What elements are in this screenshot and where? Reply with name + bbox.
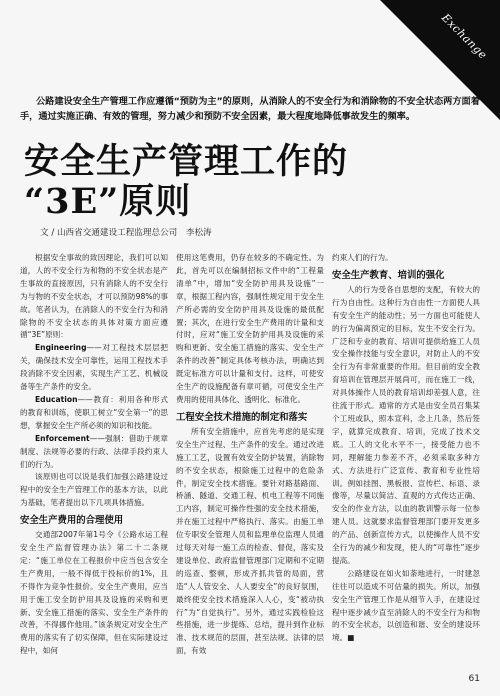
term-education: Education — [35, 394, 78, 404]
paragraph — [332, 568, 480, 645]
section-heading: 安全生产费用的合理使用 — [20, 515, 124, 527]
end-mark-icon: ■ — [347, 633, 355, 643]
paragraph: 约束人们的行为。 — [332, 253, 393, 262]
paragraph: 人的行为受各自思想的支配，有较大的行为自由性。这种行为自由性一方面使人具有安全生产的能动性；另一方面也可能使人的行为偏离预定的目标，发生不安全行为。广泛和专业的教育、培训可提供给施工人员安全操作技能与安全意识，对防止人的不安全行为有非常重要的作用。但目前的安全教育培训在管理层开展尚可，而在施工一线，对具体操作人员的教育培训却差强人意，往往流于形式。通常的方式是由安全员召集某个工班或队，照本宣科，念上几条，然后签字，就算完成教育、培训，完成了技术交底。工人的文化水平不一，接受能力也不同，理解能力参差不齐，必须采取多种方式、方法进行广泛宣传、教育和专业性培训。例如挂图、黑板报、宣传栏、标语、录像等，尽量以简洁、直观的方式传达正确、安全的作业方法，以血的教训警示每一位参建人员。这就要求监督管理部门要开发更多的产品、创新宣传方式，以使操作人员不安全行为的减少和发现，使人的“可靠性”逐步提高。 — [332, 284, 480, 565]
paragraph: 该原则也可以说是我们加强公路建设过程中的安全生产管理工作的基本方法，以此为基础，笔者提出以下几项具体措施。 — [20, 472, 168, 508]
column-2 — [176, 252, 324, 658]
paragraph: 根据安全事故的致因理论，我们可以知道，人的不安全行为和物的不安全状态是产生事故的直接原因，只有消除人的不安全行为与物的不安全状态，才可以预防98%的事故。笔者认为，在消除人的不安全行为和消除物的不安全状态的具体对策方面应遵循“3E”原则： — [20, 253, 168, 340]
paragraph — [20, 394, 168, 433]
author-line: 文 / 山西省交通建设工程监理总公司 李松涛 — [40, 228, 212, 238]
article-title — [24, 142, 444, 222]
paragraph-text: 公路建设在如火如荼地进行，一时建忽往往可以造成不可估量的损失。所以，加强安全生产管理工作是从细节入手，在建设过程中逐步减少直至消除人的不安全行为和物的不安全状态，以创造和谐、安全的建设环境。 — [332, 568, 480, 643]
term-enforcement: Enforcement — [35, 433, 90, 443]
term-text: ——对工程技术层层把关，确保技术安全可靠性，运用工程技术手段消除不安全因素，实现生产工艺、机械设备等生产条件的安全。 — [20, 343, 168, 392]
paragraph — [20, 433, 168, 472]
paragraph: 使用这笔费用，仍存在较多的不确定性。为此，首先可以在编制招标文件中的“工程量清单”中，增加“安全防护用具及设施”一章，根据工程内容，强制性规定用于安全生产所必需的安全防护用具及设施的最低配置；其次，在进行安全生产费用的计量和支付时，应对“施工安全防护用具及设施的采购和更新、安全施工措施的落实、安全生产条件的改善”制定具体考核办法，明确达到既定标准方可以计量和支付。这样，可使安全生产的设施配备有章可循，可使安全生产费用的使用具体化、透明化、标准化。 — [176, 253, 324, 404]
lead-paragraph: 公路建设安全生产管理工作应遵循“预防为主”的原则，从消除人的不安全行为和消除物的不安全状态两方面着手，通过实施正确、有效的管理，努力减少和预防不安全因素，最大程度地降低事故发生的频率。 — [20, 96, 480, 122]
term-text: ——强制：借助于规章制度、法规等必要的行政、法律手段约束人们的行为。 — [20, 433, 168, 469]
page-number: 61 — [468, 674, 480, 684]
section-heading: 工程安全技术措施的制定和落实 — [176, 411, 308, 423]
term-engineering: Engineering — [35, 343, 87, 353]
title-line-2: “3E”原则 — [24, 181, 192, 222]
paragraph: 交通部2007年第1号令《公路水运工程安全生产监督管理办法》第二十二条规定：“施工单位在工程报价中应当包含安全生产费用，一般不得低于投标价的1%，且不得作为竞争性报价。安全生产费用，应当用于施工安全防护用具及设施的采购和更新、安全施工措施的落实、安全生产条件的改善，不得挪作他用。”该条规定对安全生产费用的落实有了切实保障，但在实际建设过程中，如何 — [20, 530, 168, 656]
paragraph — [20, 342, 168, 394]
title-line-1: 安全生产管理工作的 — [24, 141, 349, 182]
column-1 — [20, 252, 168, 658]
paragraph: 所有安全措施中，应首先考虑的是实现安全生产过程、生产条件的安全。通过改进施工工艺，设置有效安全防护装置，消除物的不安全状态，根除施工过程中的危险条件，制定安全技术措施。要针对路基路面、桥涵、隧道、交通工程、机电工程等不同施工内容，制定可操作性强的安全技术措施，并在施工过程中严格执行、落实。由施工单位专职安全管理人员和监理单位监理人员通过每天对每一施工点的检查、督促，落实及建设单位、政府监督管理部门定期和不定期的巡查、整顿，形成齐抓共管的局面，营造“人人管安全、人人要安全”的良好氛围，最终使安全技术措施深入人心，变“被动执行”为“自觉执行”。另外，通过实践检验这些措施，进一步提炼、总结，提升到作业标准、技术规范的层面，甚至法规、法律的层面，有效 — [176, 426, 324, 656]
section-label: Exchange — [439, 11, 491, 62]
term-text: ——教育：利用各种形式的教育和训练，使职工树立“安全第一”的思想，掌握安全生产所必须的知识和技能。 — [20, 394, 168, 430]
section-heading: 安全生产教育、培训的强化 — [332, 269, 445, 281]
column-3 — [332, 252, 480, 645]
